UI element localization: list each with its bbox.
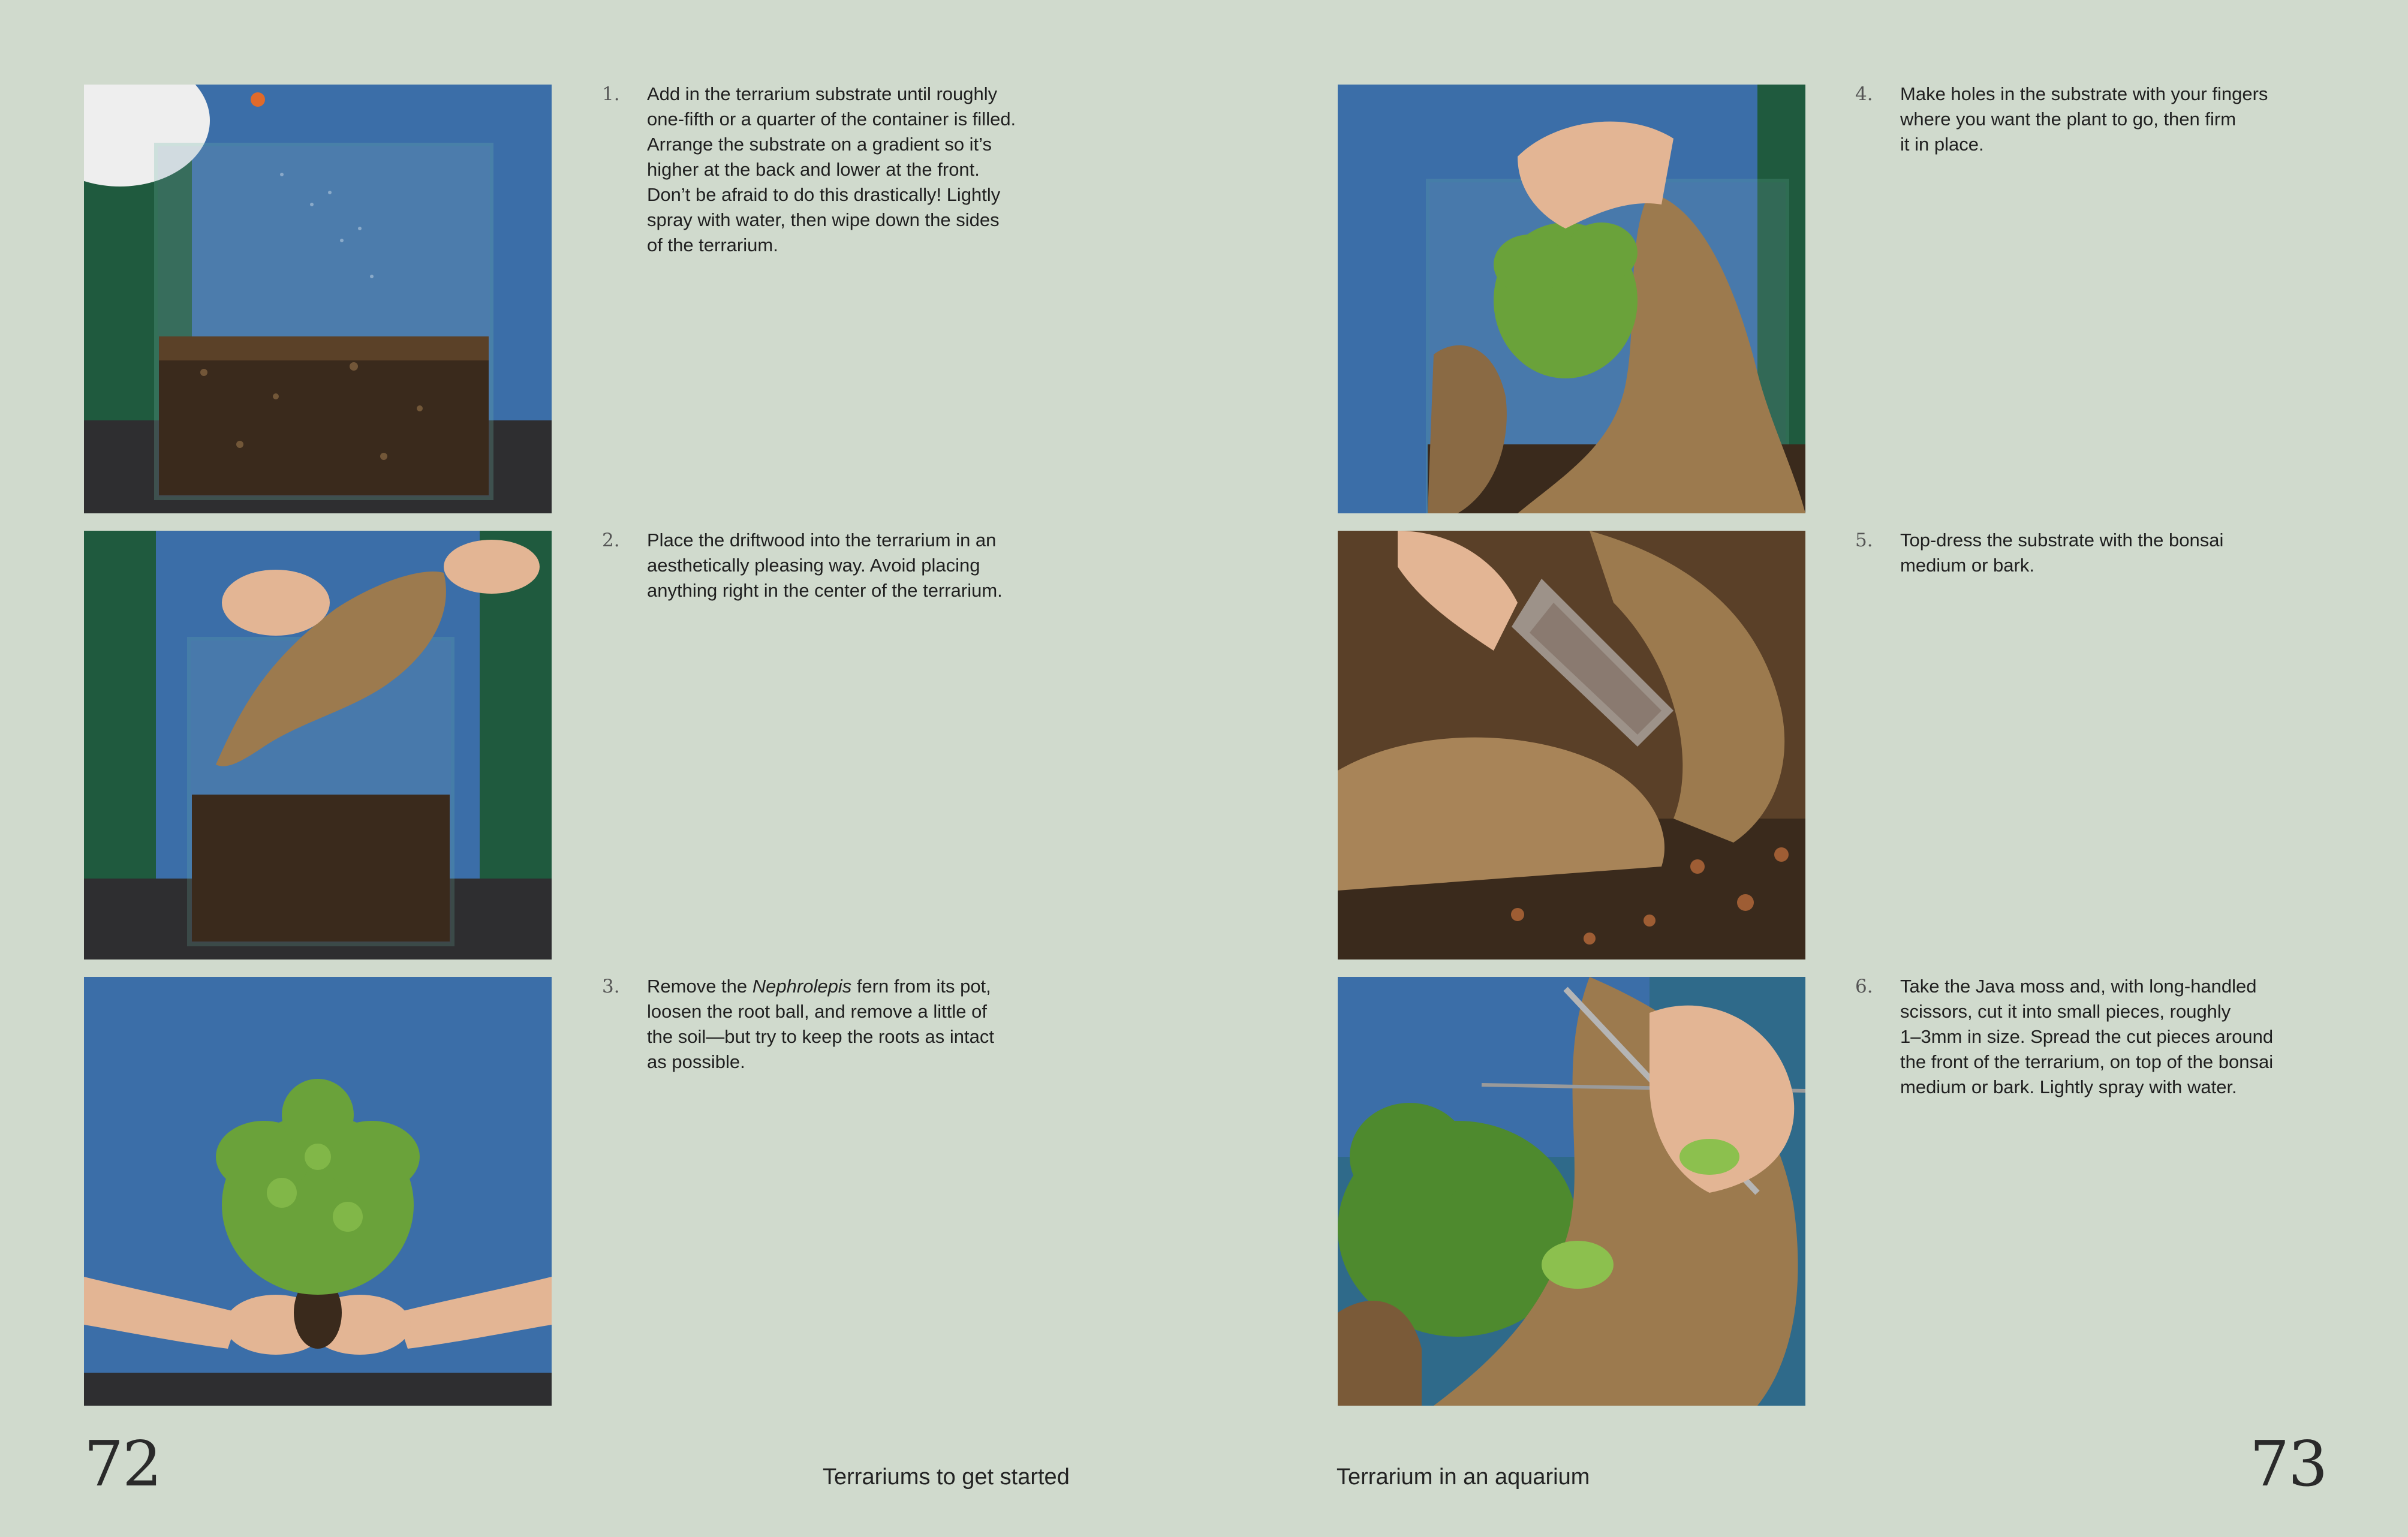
- step-number: 4.: [1855, 83, 1873, 105]
- step-2: [602, 528, 1103, 603]
- step-6: [1855, 974, 2356, 1100]
- step-text: Top-dress the substrate with the bonsai medium or bark.: [1900, 530, 2224, 576]
- step-number: 6.: [1855, 976, 1873, 997]
- step-number: 3.: [602, 976, 620, 997]
- step-text: Make holes in the substrate with your fingers where you want the plant to go, then firm it in place.: [1900, 83, 2268, 155]
- step-text: Take the Java moss and, with long-handled scissors, cut it into small pieces, roughly 1–3mm in size. Spread the cut pieces around the front of the terrarium, on top of the bonsai medium or bark. Lightly spray with water.: [1900, 976, 2274, 1097]
- step-4: [1855, 82, 2356, 157]
- step-text: [647, 974, 1103, 1075]
- running-head-right: Terrarium in an aquarium: [1337, 1464, 1590, 1490]
- step-5-photo: [1338, 531, 1805, 960]
- step-text: Place the driftwood into the terrarium in an aesthetically pleasing way. Avoid placing anything right in the center of the terrarium.: [647, 530, 1003, 601]
- page-number-left: 72: [84, 1427, 161, 1500]
- step-number: 1.: [602, 83, 620, 105]
- step-4-photo: [1338, 85, 1805, 513]
- step-2-photo: [84, 531, 552, 960]
- placing-driftwood-in-tank-photo: [84, 531, 552, 960]
- plant-name-italic: Nephrolepis: [752, 976, 852, 997]
- step-3: [602, 974, 1103, 1075]
- pouring-bonsai-medium-from-scoop-photo: [1338, 531, 1805, 960]
- spraying-water-on-substrate-in-glass-tank-photo: [84, 85, 552, 513]
- holding-fern-root-ball-photo: [84, 977, 552, 1406]
- step-1: [602, 82, 1103, 258]
- step-3-photo: [84, 977, 552, 1406]
- page-number-right: 73: [2250, 1427, 2327, 1500]
- step-1-photo: [84, 85, 552, 513]
- step-text-part: Remove the: [647, 976, 752, 997]
- cutting-java-moss-with-scissors-photo: [1338, 977, 1805, 1406]
- step-text: Add in the terrarium substrate until roughly one-fifth or a quarter of the container is filled. Arrange the substrate on a gradient so it’s higher at the back and lower at the front. Don’t be afraid to do this drastically! Lightly spray with water, then wipe down the sides of the terrarium.: [647, 83, 1016, 255]
- step-6-photo: [1338, 977, 1805, 1406]
- running-head-left: Terrariums to get started: [823, 1464, 1070, 1490]
- planting-fern-beside-driftwood-photo: [1338, 85, 1805, 513]
- step-5: [1855, 528, 2356, 578]
- step-number: 2.: [602, 530, 620, 551]
- step-text-part: fern from its pot, loosen the root ball, and remove a little of the soil—but try to keep the roots as intact as possible.: [647, 976, 994, 1072]
- step-number: 5.: [1855, 530, 1873, 551]
